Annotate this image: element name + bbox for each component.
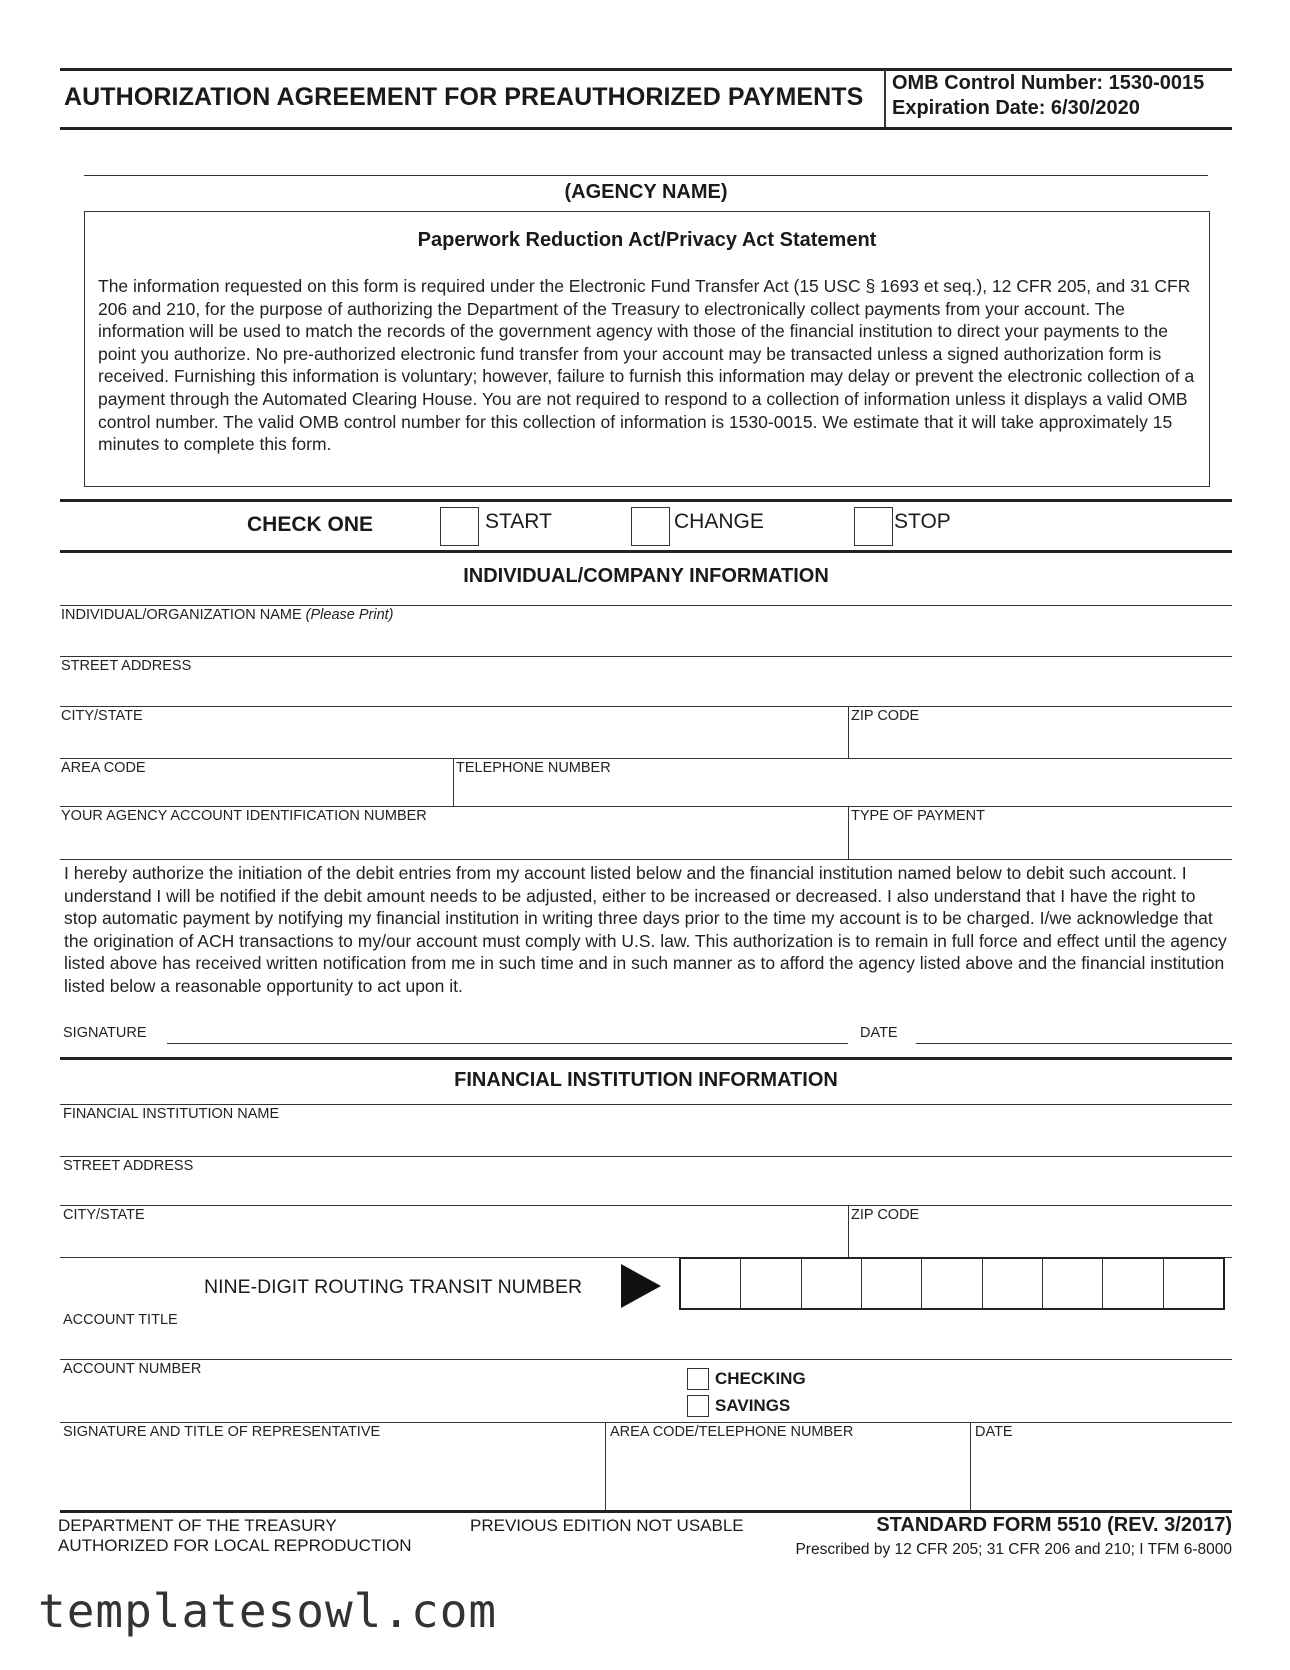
routing-digit-box[interactable] (1043, 1259, 1103, 1308)
individual-city-label: CITY/STATE (61, 708, 143, 724)
individual-name-field[interactable] (60, 607, 1232, 655)
account-number-field[interactable] (60, 1361, 680, 1421)
start-checkbox[interactable] (440, 507, 479, 546)
privacy-statement-title: Paperwork Reduction Act/Privacy Act Statement (417, 229, 877, 251)
account-title-field[interactable] (60, 1312, 1232, 1358)
financial-zip-divider (848, 1205, 849, 1257)
representative-signature-field[interactable] (60, 1424, 604, 1508)
footer-reproduction: AUTHORIZED FOR LOCAL REPRODUCTION (58, 1536, 412, 1555)
payment-type-label: TYPE OF PAYMENT (851, 808, 986, 824)
financial-zip-label: ZIP CODE (851, 1207, 920, 1223)
stop-option-label: STOP (894, 510, 951, 533)
footer-form-number: STANDARD FORM 5510 (REV. 3/2017) (876, 1514, 1232, 1536)
individual-city-field[interactable] (60, 708, 848, 756)
representative-phone-field[interactable] (607, 1424, 969, 1508)
footer-top-rule (60, 1510, 1232, 1513)
routing-digit-box[interactable] (741, 1259, 801, 1308)
change-checkbox[interactable] (631, 507, 670, 546)
account-number-label: ACCOUNT NUMBER (63, 1361, 202, 1377)
representative-signature-label: SIGNATURE AND TITLE OF REPRESENTATIVE (63, 1424, 381, 1440)
individual-telephone-field[interactable] (455, 760, 1232, 806)
agency-account-id-label: YOUR AGENCY ACCOUNT IDENTIFICATION NUMBER (61, 808, 427, 824)
authorization-text: I hereby authorize the initiation of the debit entries from my account listed below and the financial institution named below to debit such account. I understand I will be notified if the debit amount needs to be adjusted, either to be increased or decreased. I also understand that I have the right to stop automatic payment by notifying my financial institution in writing three days prior to the time my account is to be charged. I/we acknowledge that the origination of ACH transactions to my/our account must comply with U.S. law. This authorization is to remain in full force and effect until the agency listed above has received written notification from me in such time and in such manner as to afford the agency listed above and the financial institution listed below a reasonable opportunity to act upon it. (64, 863, 1227, 996)
signature-date-label: DATE (860, 1025, 898, 1041)
agency-account-id-field[interactable] (60, 808, 848, 856)
routing-label: NINE-DIGIT ROUTING TRANSIT NUMBER (204, 1276, 583, 1298)
routing-number-boxes (679, 1257, 1225, 1310)
account-title-label: ACCOUNT TITLE (63, 1312, 178, 1328)
individual-zip-label: ZIP CODE (851, 708, 920, 724)
individual-phone-rule (60, 758, 1232, 759)
header-bottom-rule (60, 127, 1232, 130)
individual-street-rule (60, 656, 1232, 657)
representative-divider-1 (605, 1422, 606, 1510)
financial-street-rule (60, 1156, 1232, 1157)
check-one-label: CHECK ONE (247, 513, 374, 536)
financial-section-title: FINANCIAL INSTITUTION INFORMATION (454, 1069, 838, 1091)
start-option-label: START (485, 510, 552, 533)
individual-city-rule (60, 706, 1232, 707)
financial-name-rule (60, 1104, 1232, 1105)
change-option-label: CHANGE (674, 510, 764, 533)
financial-street-label: STREET ADDRESS (63, 1158, 194, 1174)
signature-label: SIGNATURE (63, 1025, 147, 1041)
financial-city-label: CITY/STATE (63, 1207, 145, 1223)
individual-zip-divider (848, 706, 849, 758)
savings-checkbox[interactable] (687, 1395, 709, 1417)
routing-digit-box[interactable] (983, 1259, 1043, 1308)
header-divider (884, 69, 886, 128)
agency-name-line[interactable] (84, 175, 1208, 176)
check-one-top-rule (60, 499, 1232, 502)
individual-street-label: STREET ADDRESS (61, 658, 192, 674)
individual-street-field[interactable] (60, 658, 1232, 706)
form-title: AUTHORIZATION AGREEMENT FOR PREAUTHORIZED PAYMENTS (64, 83, 864, 111)
routing-arrow-icon (620, 1263, 662, 1309)
checking-label: CHECKING (715, 1369, 806, 1388)
privacy-statement-box (84, 211, 1210, 487)
footer-prescribed: Prescribed by 12 CFR 205; 31 CFR 206 and 210; I TFM 6-8000 (795, 1541, 1232, 1558)
routing-digit-box[interactable] (862, 1259, 922, 1308)
header-top-rule (60, 68, 1232, 71)
account-number-rule (60, 1359, 1232, 1360)
stop-checkbox[interactable] (854, 507, 893, 546)
representative-date-label: DATE (975, 1424, 1013, 1440)
representative-phone-label: AREA CODE/TELEPHONE NUMBER (610, 1424, 854, 1440)
individual-telephone-label: TELEPHONE NUMBER (456, 760, 611, 776)
routing-digit-box[interactable] (1164, 1259, 1223, 1308)
representative-date-field[interactable] (972, 1424, 1232, 1508)
routing-digit-box[interactable] (1103, 1259, 1163, 1308)
watermark-text: templatesowl.com (38, 1584, 498, 1638)
individual-name-label (61, 607, 394, 623)
individual-area-code-label: AREA CODE (61, 760, 146, 776)
financial-name-field[interactable] (60, 1106, 1232, 1154)
individual-zip-field[interactable] (850, 708, 1232, 756)
routing-digit-box[interactable] (802, 1259, 862, 1308)
individual-name-rule (60, 605, 1232, 606)
financial-zip-field[interactable] (850, 1207, 1232, 1255)
individual-name-label-text: INDIVIDUAL/ORGANIZATION NAME (61, 607, 302, 623)
financial-name-label: FINANCIAL INSTITUTION NAME (63, 1106, 280, 1122)
financial-top-rule (60, 1057, 1232, 1060)
checking-checkbox[interactable] (687, 1368, 709, 1390)
individual-account-rule (60, 806, 1232, 807)
footer-previous-edition: PREVIOUS EDITION NOT USABLE (470, 1516, 744, 1535)
footer-department: DEPARTMENT OF THE TREASURY (58, 1516, 337, 1535)
routing-digit-box[interactable] (681, 1259, 741, 1308)
agency-name-label: (AGENCY NAME) (564, 181, 728, 203)
individual-section-title: INDIVIDUAL/COMPANY INFORMATION (463, 565, 829, 587)
signature-line[interactable] (167, 1043, 848, 1044)
signature-date-line[interactable] (916, 1043, 1232, 1044)
expiration-date: Expiration Date: 6/30/2020 (892, 97, 1140, 119)
representative-rule (60, 1422, 1232, 1423)
payment-type-field[interactable] (850, 808, 1232, 856)
representative-divider-2 (970, 1422, 971, 1510)
savings-label: SAVINGS (715, 1396, 791, 1415)
financial-city-field[interactable] (60, 1207, 848, 1255)
individual-phone-divider (453, 758, 454, 806)
financial-street-field[interactable] (60, 1158, 1232, 1204)
authorization-top-rule (60, 859, 1232, 860)
individual-name-hint: (Please Print) (305, 607, 394, 623)
check-one-bottom-rule (60, 550, 1232, 553)
routing-digit-box[interactable] (922, 1259, 982, 1308)
omb-control-number: OMB Control Number: 1530-0015 (892, 72, 1205, 94)
privacy-statement-text: The information requested on this form is required under the Electronic Fund Transfer Act (15 USC § 1693 et seq.), 12 CFR 205, and 31 CFR 206 and 210, for the purpose of authorizing the Department of the Treasury to electronically collect payments from your account. The information will be used to match the records of the government agency with those of the financial institution to direct your payments to the point you authorize. No pre-authorized electronic fund transfer from your account may be transacted unless a signed authorization form is received. Furnishing this information is voluntary; however, failure to furnish this information may delay or prevent the electronic collection of a payment through the Automated Clearing House. You are not required to respond to a collection of information unless it displays a valid OMB control number. The valid OMB control number for this collection of information is 1530-0015. We estimate that it will take approximately 15 minutes to complete this form. (98, 276, 1195, 455)
payment-type-divider (848, 806, 849, 859)
individual-area-code-field[interactable] (60, 760, 452, 806)
financial-city-rule (60, 1205, 1232, 1206)
